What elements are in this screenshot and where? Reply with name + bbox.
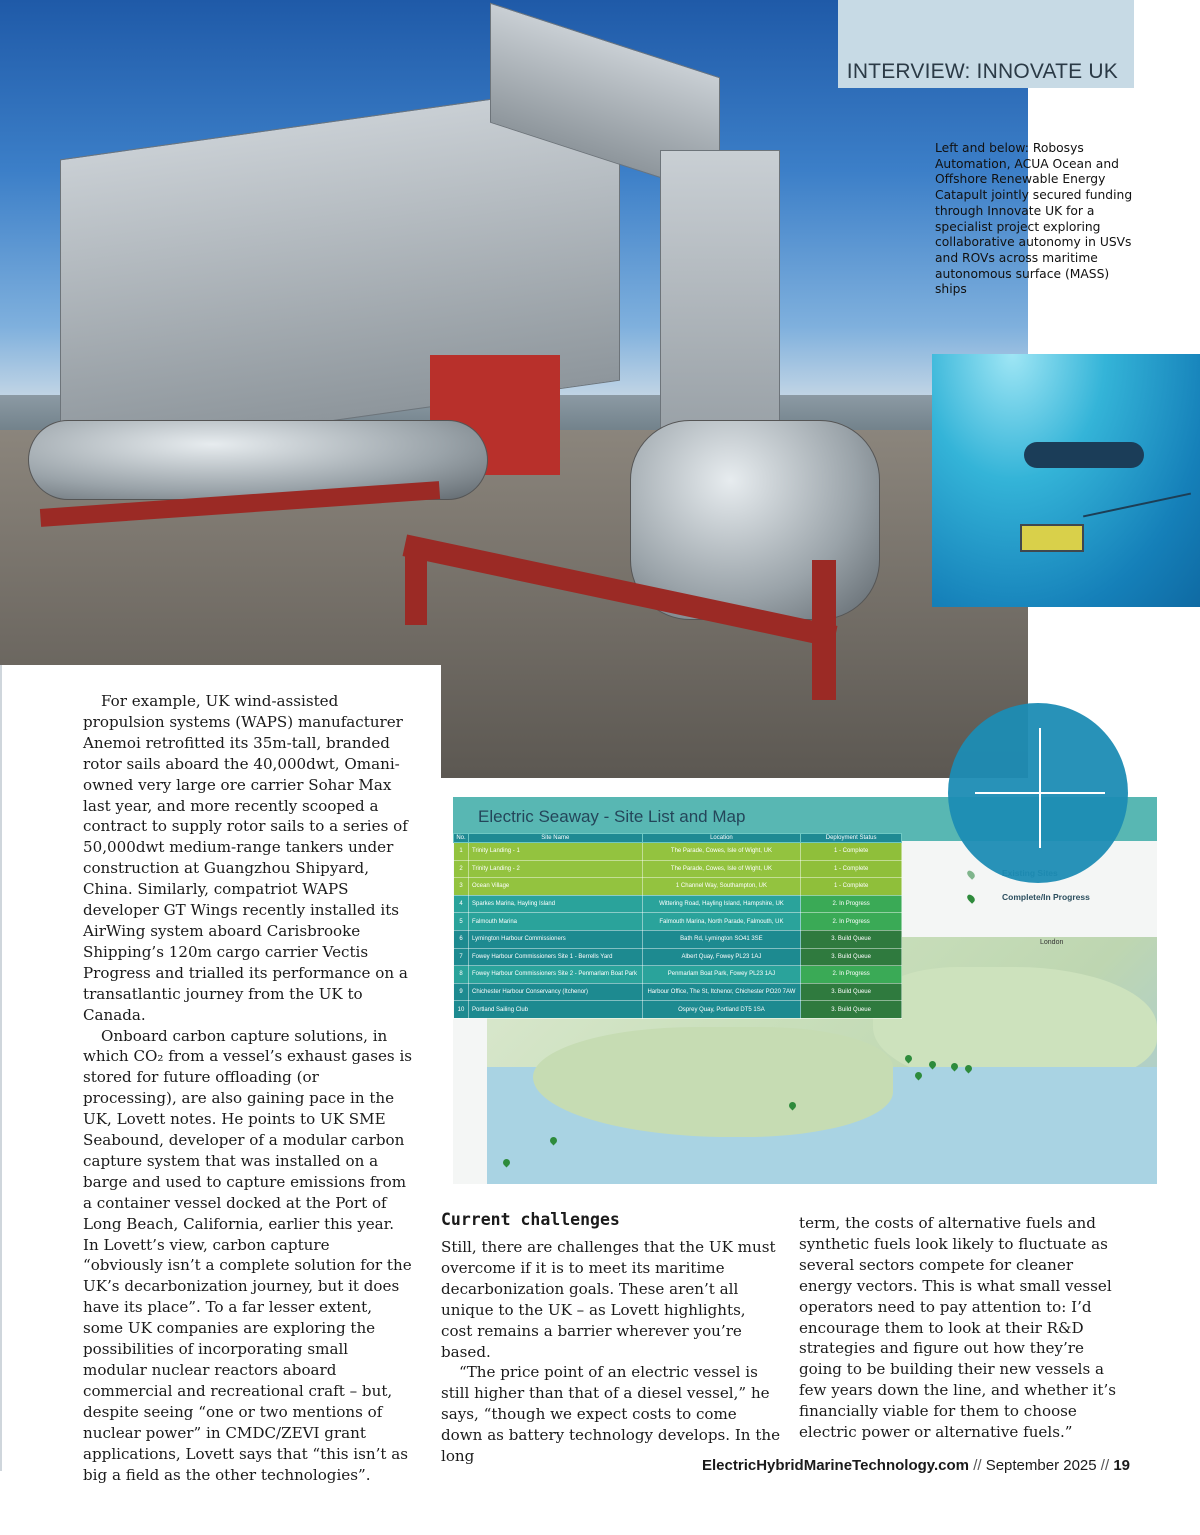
rov-vehicle [1020, 524, 1084, 552]
red-trolley-post-right [812, 560, 836, 700]
hero-photo-catamaran-build [0, 0, 1028, 778]
table-row [454, 966, 902, 984]
crosshair-vertical [1039, 728, 1041, 848]
table-cell: 3. Build Queue [801, 1001, 902, 1019]
legend-progress: Complete/In Progress [1002, 892, 1090, 902]
footer-site: ElectricHybridMarineTechnology.com [702, 1457, 970, 1474]
table-row [454, 983, 902, 1001]
table-cell: Trinity Landing - 1 [469, 843, 643, 861]
table-cell: The Parade, Cowes, Isle of Wight, UK [642, 860, 801, 878]
site-table [453, 833, 902, 1019]
table-cell: Trinity Landing - 2 [469, 860, 643, 878]
table-cell: Falmouth Marina, North Parade, Falmouth, UK [642, 913, 801, 931]
table-row [454, 895, 902, 913]
table-cell: Sparkes Marina, Hayling Island [469, 895, 643, 913]
paragraph: Onboard carbon capture solutions, in which CO₂ from a vessel’s exhaust gases is stored for future offloading (or processing), are also gaining pace in the UK, Lovett notes. He points to UK SME Seabound, developer of a modular carbon capture system that was installed on a barge and used to capture emissions from a container vessel docked at the Port of Long Beach, California, earlier this year. In Lovett’s view, carbon capture “obviously isn’t a complete solution for the UK’s decarbonization journey, but it does have its place”. To a far lesser extent, some UK companies are exploring the possibilities of incorporating small modular nuclear reactors aboard commercial and recreational craft – but, despite seeing “one or two mentions of nuclear power” in CMDC/ZEVI grant applications, Lovett says that “this isn’t as big a field as the other technologies”. [83, 1026, 413, 1484]
table-cell: Bath Rd, Lymington SO41 3SE [642, 930, 801, 948]
usv-hull [1024, 442, 1144, 468]
table-cell: 1 - Complete [801, 843, 902, 861]
table-cell: 3. Build Queue [801, 948, 902, 966]
table-cell: 3 [454, 878, 469, 896]
table-cell: 3. Build Queue [801, 983, 902, 1001]
page-number: 19 [1113, 1457, 1130, 1474]
paragraph: Still, there are challenges that the UK must overcome if it is to meet its maritime decarbonization goals. These aren’t all unique to the UK – as Lovett highlights, cost remains a barrier wherever you’re based. [441, 1238, 776, 1361]
table-cell: 2 [454, 860, 469, 878]
table-cell: 1 - Complete [801, 878, 902, 896]
table-cell: 8 [454, 966, 469, 984]
table-cell: 1 - Complete [801, 860, 902, 878]
table-cell: 2. In Progress [801, 966, 902, 984]
table-cell: 9 [454, 983, 469, 1001]
table-cell: Chichester Harbour Conservancy (Itchenor) [469, 983, 643, 1001]
paragraph: For example, UK wind-assisted propulsion systems (WAPS) manufacturer Anemoi retrofitted its 35m-tall, branded rotor sails aboard the 40,000dwt, Omani-owned very large ore carrier Sohar Max last year, and more recently scooped a contract to supply rotor sails to a series of 50,000dwt medium-range tankers under construction at Guangzhou Shipyard, China. Similarly, compatriot WAPS developer GT Wings recently installed its AirWing system aboard Carisbrooke Shipping’s 120m cargo carrier Vectis Progress and trialled its performance on a transatlantic journey from the UK to Canada. [83, 692, 408, 1024]
red-trolley-post [405, 545, 427, 625]
column-rule [0, 665, 2, 1471]
table-cell: Fowey Harbour Commissioners Site 1 - Berrells Yard [469, 948, 643, 966]
table-cell: 6 [454, 930, 469, 948]
table-header-cell: Deployment Status [801, 834, 902, 843]
article-column-1 [83, 691, 413, 1485]
table-cell: Lymington Harbour Commissioners [469, 930, 643, 948]
table-cell: 7 [454, 948, 469, 966]
footer-separator: // [1100, 1457, 1110, 1474]
footer-separator: // [973, 1457, 982, 1474]
rov-tether [1083, 493, 1191, 518]
table-row [454, 1001, 902, 1019]
table-cell: 1 [454, 843, 469, 861]
section-heading: Current challenges [441, 1210, 620, 1229]
table-cell: 2. In Progress [801, 895, 902, 913]
paragraph: “The price point of an electric vessel is still higher than that of a diesel vessel,” he says, “though we expect costs to come down as battery technology develops. In the long [441, 1363, 781, 1466]
table-cell: Portland Sailing Club [469, 1001, 643, 1019]
crosshair-horizontal [975, 792, 1105, 794]
photo-caption: Left and below: Robosys Automation, ACUA Ocean and Offshore Renewable Energy Catapult jointly secured funding through Innovate UK for a specialist project exploring collaborative autonomy in USVs and ROVs across maritime autonomous surface (MASS) ships [935, 141, 1133, 297]
table-header-cell: Location [642, 834, 801, 843]
table-row [454, 948, 902, 966]
table-cell: The Parade, Cowes, Isle of Wight, UK [642, 843, 801, 861]
underwater-photo [932, 354, 1200, 607]
table-cell: Fowey Harbour Commissioners Site 2 - Penmarlam Boat Park [469, 966, 643, 984]
table-cell: Wittering Road, Hayling Island, Hampshire, UK [642, 895, 801, 913]
table-header-cell: Site Name [469, 834, 643, 843]
paragraph: term, the costs of alternative fuels and synthetic fuels look likely to fluctuate as several sectors compete for cleaner energy vectors. This is what small vessel operators need to pay attention to: I’d encourage them to look at their R&D strategies and figure out how they’re going to be building their new vessels a few years down the line, and whether it’s financially viable for them to choose electric power or alternative fuels.” [799, 1214, 1116, 1442]
table-header-cell: No. [454, 834, 469, 843]
article-column-2 [441, 1237, 781, 1467]
table-cell: Ocean Village [469, 878, 643, 896]
table-cell: Penmarlam Boat Park, Fowey PL23 1AJ [642, 966, 801, 984]
map-label-london: London [1040, 939, 1064, 946]
table-cell: Harbour Office, The St, Itchenor, Chichester PO20 7AW [642, 983, 801, 1001]
section-title: INTERVIEW: INNOVATE UK [846, 60, 1118, 83]
table-cell: Osprey Quay, Portland DT5 1SA [642, 1001, 801, 1019]
table-cell: 1 Channel Way, Southampton, UK [642, 878, 801, 896]
footer-date: September 2025 [985, 1457, 1097, 1474]
page-footer [702, 1457, 1130, 1474]
table-cell: 4 [454, 895, 469, 913]
table-cell: 5 [454, 913, 469, 931]
article-column-3 [799, 1213, 1129, 1443]
table-row [454, 843, 902, 861]
table-cell: Albert Quay, Fowey PL23 1AJ [642, 948, 801, 966]
table-cell: 3. Build Queue [801, 930, 902, 948]
table-row [454, 930, 902, 948]
seaway-title: Electric Seaway - Site List and Map [478, 807, 746, 826]
table-row [454, 878, 902, 896]
table-cell: 10 [454, 1001, 469, 1019]
table-row [454, 913, 902, 931]
table-row [454, 860, 902, 878]
table-cell: 2. In Progress [801, 913, 902, 931]
table-cell: Falmouth Marina [469, 913, 643, 931]
